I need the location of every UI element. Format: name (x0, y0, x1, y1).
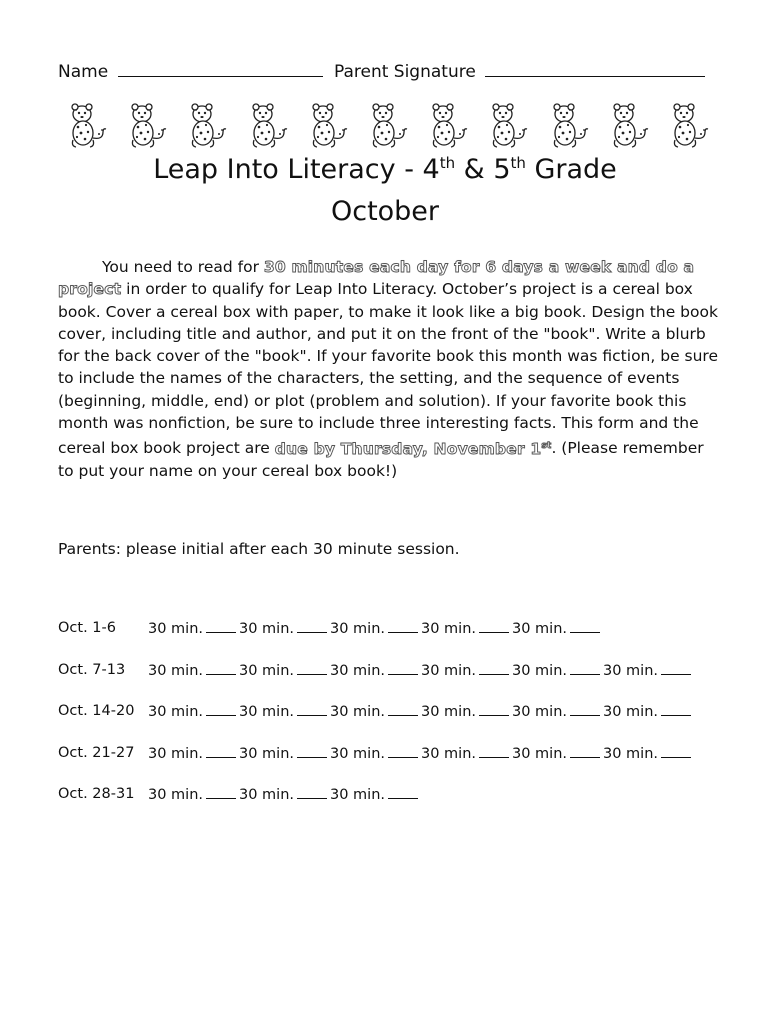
session-slot (512, 703, 603, 720)
session-label: 30 min. (421, 662, 477, 679)
leopard-icon (122, 100, 170, 150)
session-label: 30 min. (148, 745, 204, 762)
session-slot (148, 662, 239, 679)
session-label: 30 min. (512, 704, 568, 720)
initial-blank[interactable] (388, 662, 418, 675)
instructions-emphasis-requirement: 30 minutes each day for 6 days a week and do a project (58, 258, 695, 299)
page-subtitle-month: October (330, 196, 440, 227)
session-label: 30 min. (239, 621, 295, 637)
session-slot (603, 745, 694, 762)
session-slot (603, 703, 694, 720)
name-field[interactable] (118, 60, 323, 77)
initial-blank[interactable] (570, 745, 600, 758)
session-slot (148, 745, 239, 762)
session-slot (330, 786, 421, 803)
leopard-icon (604, 100, 652, 150)
session-label: 30 min. (603, 704, 659, 720)
instructions-emphasis-due-date (275, 440, 552, 458)
leopard-icon (544, 100, 592, 150)
log-row-sessions (148, 786, 421, 803)
session-label: 30 min. (239, 662, 295, 679)
initial-blank[interactable] (661, 662, 691, 675)
initial-blank[interactable] (388, 703, 418, 716)
title-sup1: th (439, 154, 456, 172)
initial-blank[interactable] (479, 703, 509, 716)
initial-blank[interactable] (570, 662, 600, 675)
initial-blank[interactable] (479, 745, 509, 758)
log-row (58, 786, 718, 828)
leopard-icon (483, 100, 531, 150)
initial-blank[interactable] (206, 662, 236, 675)
session-slot (239, 745, 330, 762)
log-row-date-range: Oct. 28-31 (58, 786, 135, 802)
initial-blank[interactable] (388, 745, 418, 758)
header-line (58, 60, 718, 82)
log-row-date-range: Oct. 14-20 (58, 703, 135, 719)
session-slot (421, 745, 512, 762)
session-label: 30 min. (421, 704, 477, 720)
session-slot (330, 620, 421, 637)
title-part1: Leap Into Literacy - 4 (153, 154, 440, 185)
title-part2: & 5 (455, 154, 511, 185)
instructions-text-2: in order to qualify for Leap Into Literacy. October’s project is a cereal box book. Cover a cereal box with paper, to make it look like a big book. Design the book cover, including title and author, and put it on the front of the "book". Write a blurb for the back cover of the "book". If your favorite book this month was fiction, be sure to include the names of the characters, the setting, and the sequence of events (beginning, middle, end) or plot (problem and solution). If your favorite book this month was nonfiction, be sure to include three interesting facts. This form and the cereal box book project are (58, 280, 718, 458)
leopard-icon (182, 100, 230, 150)
parent-signature-label: Parent Signature (333, 62, 476, 82)
session-slot (148, 703, 239, 720)
instructions-paragraph (58, 256, 718, 482)
session-slot (421, 703, 512, 720)
session-label: 30 min. (148, 787, 204, 803)
session-label: 30 min. (330, 787, 386, 803)
session-slot (512, 662, 603, 679)
instructions-text-3: . (Please remember to put your name on your cereal box book!) (58, 439, 704, 480)
session-label: 30 min. (239, 787, 295, 803)
session-label: 30 min. (148, 621, 204, 637)
session-slot (239, 620, 330, 637)
log-row-date-range: Oct. 7-13 (58, 661, 126, 678)
session-slot (421, 620, 512, 637)
session-label: 30 min. (148, 662, 204, 679)
parent-signature-field[interactable] (485, 60, 705, 77)
initial-blank[interactable] (297, 786, 327, 799)
parents-note: Parents: please initial after each 30 minute session. (58, 540, 460, 558)
initial-blank[interactable] (297, 620, 327, 633)
session-slot (603, 662, 694, 679)
page-title (0, 152, 770, 188)
title-part3: Grade (525, 154, 617, 185)
session-label: 30 min. (603, 745, 659, 762)
log-row-sessions (148, 745, 694, 762)
initial-blank[interactable] (206, 786, 236, 799)
session-slot (512, 620, 603, 637)
log-row-sessions (148, 703, 694, 720)
session-slot (512, 745, 603, 762)
leopard-icon (423, 100, 471, 150)
session-slot (330, 703, 421, 720)
initial-blank[interactable] (206, 745, 236, 758)
initial-blank[interactable] (479, 620, 509, 633)
session-slot (421, 662, 512, 679)
title-sup2: th (510, 154, 526, 172)
initial-blank[interactable] (297, 703, 327, 716)
instructions-text-1: You need to read for (102, 258, 264, 276)
due-date-text: due by Thursday, November 1 (274, 439, 542, 458)
session-slot (148, 620, 239, 637)
session-label: 30 min. (330, 621, 386, 637)
session-label: 30 min. (603, 662, 659, 679)
log-row (58, 745, 718, 787)
session-label: 30 min. (512, 745, 568, 762)
log-row-date-range: Oct. 21-27 (58, 744, 135, 761)
session-label: 30 min. (421, 745, 477, 762)
leopard-icon (303, 100, 351, 150)
log-row-sessions (148, 620, 603, 637)
leopard-icon (363, 100, 411, 150)
initial-blank[interactable] (297, 662, 327, 675)
session-label: 30 min. (330, 704, 386, 720)
log-row (58, 703, 718, 745)
log-row (58, 662, 718, 704)
session-label: 30 min. (330, 745, 386, 762)
initial-blank[interactable] (570, 620, 600, 633)
reading-log (58, 620, 718, 828)
log-row (58, 620, 718, 662)
leopard-icon (664, 100, 712, 150)
leopard-icon (62, 100, 110, 150)
log-row-sessions (148, 662, 694, 679)
initial-blank[interactable] (388, 786, 418, 799)
name-label: Name (58, 62, 109, 82)
session-slot (330, 662, 421, 679)
session-label: 30 min. (512, 662, 568, 679)
initial-blank[interactable] (661, 703, 691, 716)
session-label: 30 min. (239, 745, 295, 762)
initial-blank[interactable] (206, 620, 236, 633)
leopard-icon (243, 100, 291, 150)
session-slot (148, 786, 239, 803)
initial-blank[interactable] (388, 620, 418, 633)
session-label: 30 min. (330, 662, 386, 679)
session-slot (239, 703, 330, 720)
log-row-date-range: Oct. 1-6 (58, 620, 116, 636)
leopard-border (62, 100, 712, 152)
session-label: 30 min. (239, 704, 295, 720)
initial-blank[interactable] (297, 745, 327, 758)
initial-blank[interactable] (206, 703, 236, 716)
session-slot (330, 745, 421, 762)
initial-blank[interactable] (661, 745, 691, 758)
session-label: 30 min. (148, 704, 204, 720)
session-slot (239, 662, 330, 679)
session-slot (239, 786, 330, 803)
session-label: 30 min. (421, 621, 477, 637)
initial-blank[interactable] (479, 662, 509, 675)
due-date-sup: st (541, 440, 552, 451)
session-label: 30 min. (512, 621, 568, 637)
initial-blank[interactable] (570, 703, 600, 716)
